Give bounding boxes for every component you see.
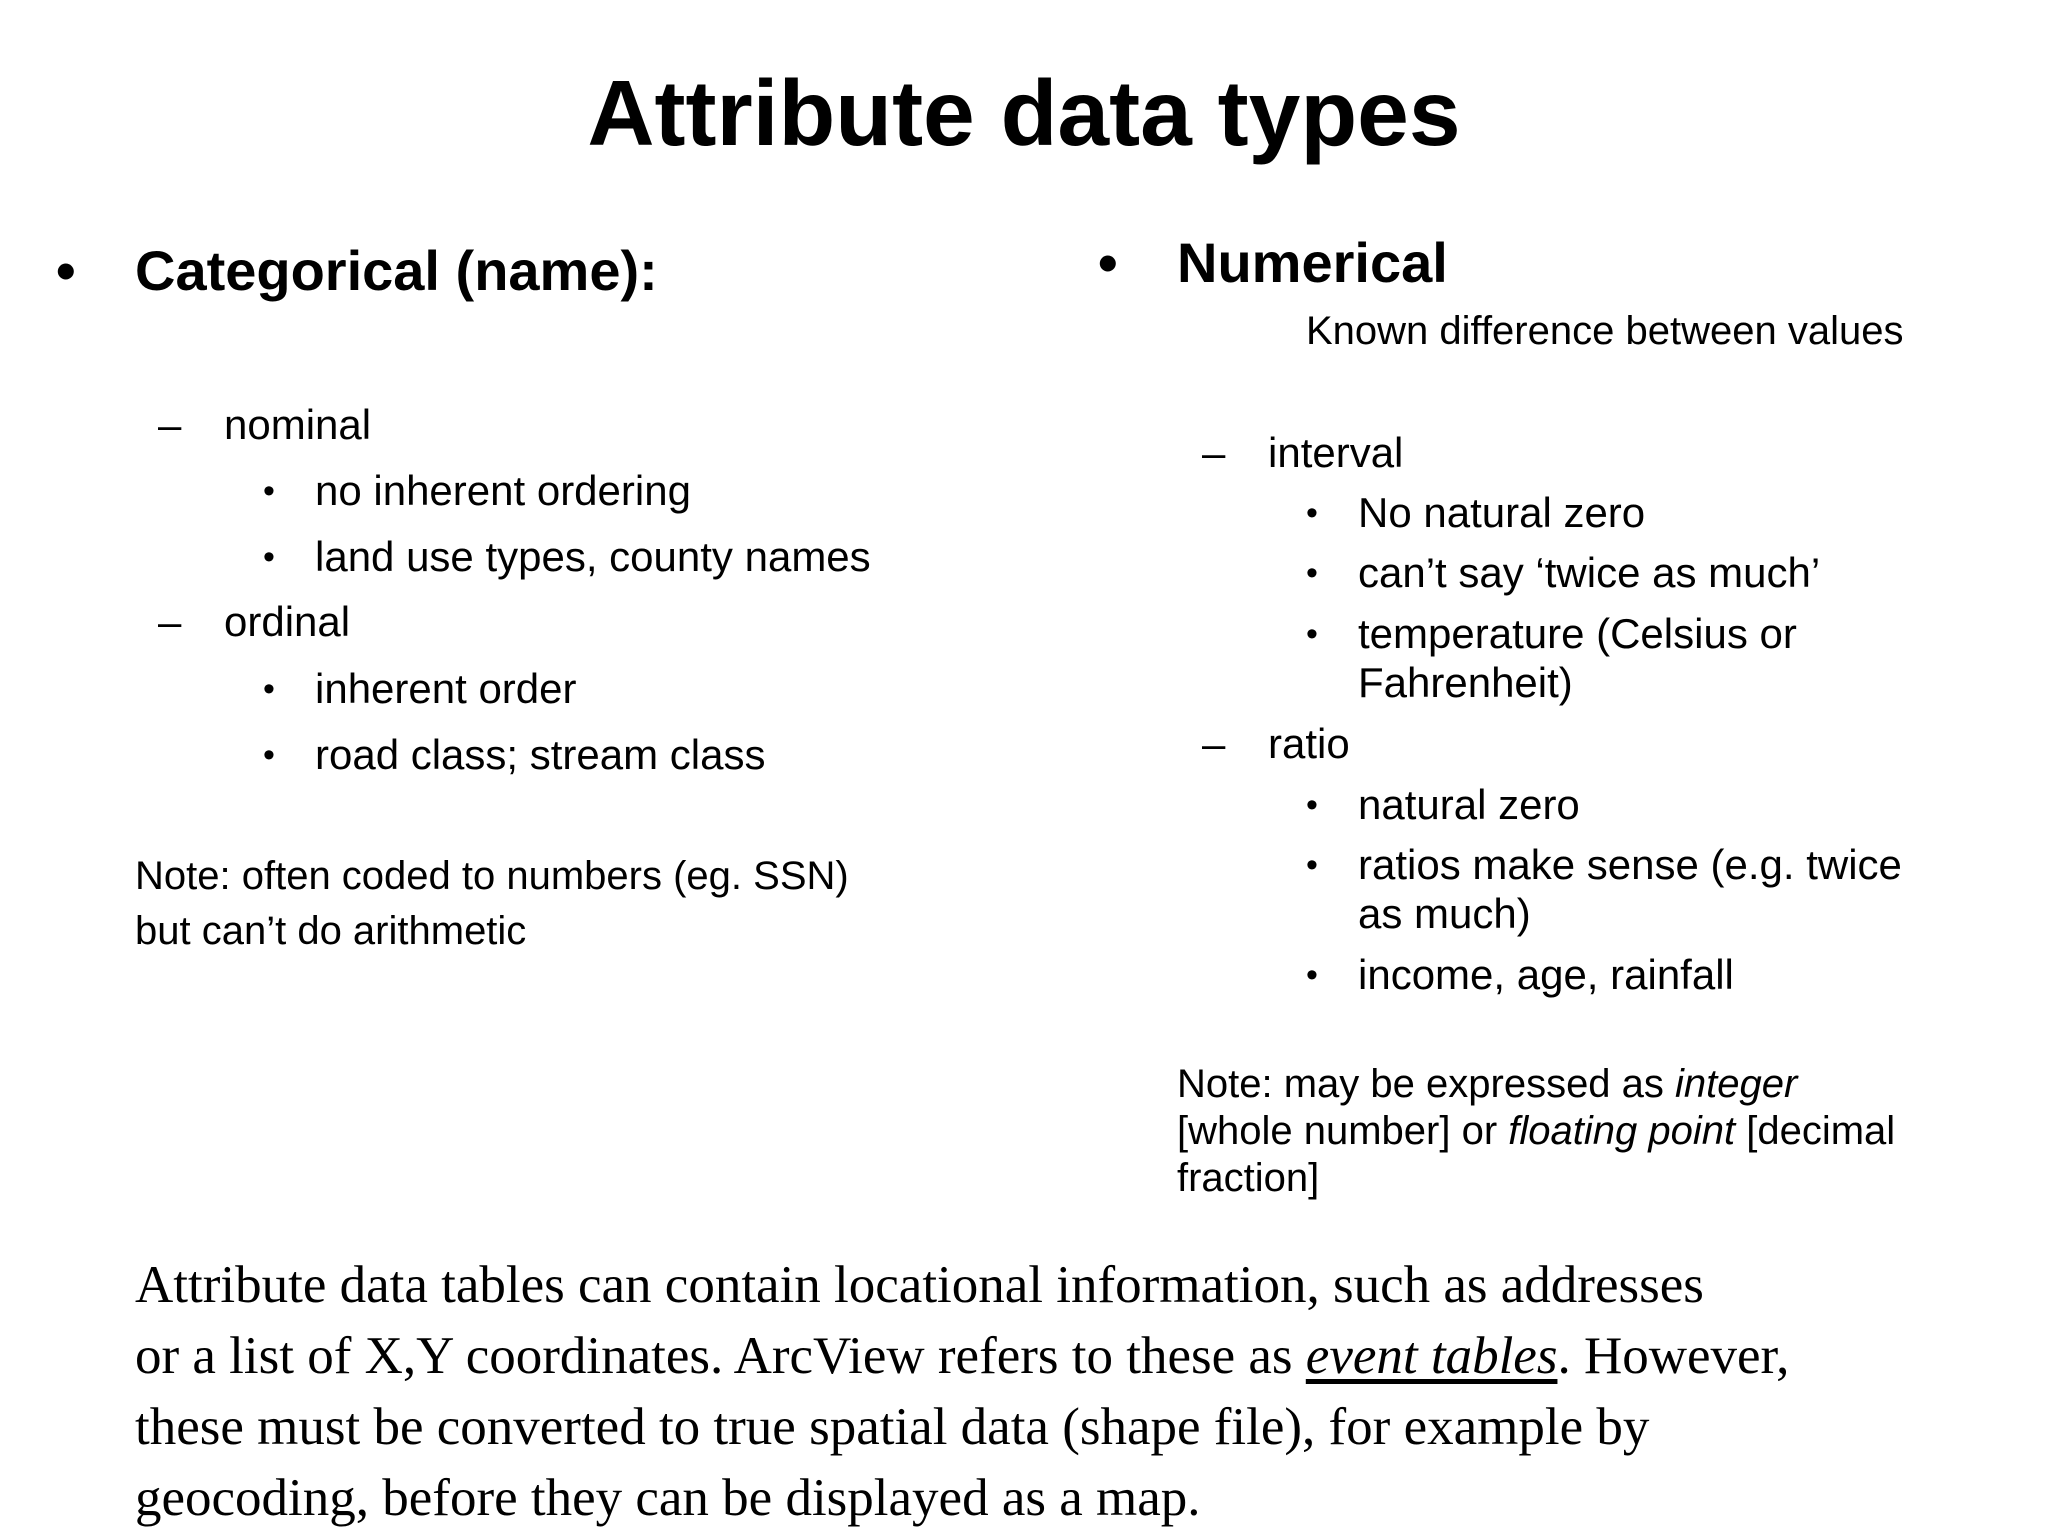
dash-marker: – (158, 401, 182, 448)
note-text: [decimal (1735, 1109, 1896, 1153)
ratio-item: ratios make sense (e.g. twice (1358, 841, 1902, 888)
paragraph-text: or a list of X,Y coordinates. ArcView refers to these as (135, 1327, 1306, 1385)
ordinal-label: ordinal (224, 598, 351, 645)
note-text: [whole number] or (1177, 1109, 1509, 1153)
dash-marker: – (1202, 720, 1226, 767)
bullet-marker: • (1306, 494, 1318, 532)
bullet-marker: • (56, 239, 76, 302)
numerical-note (1177, 1108, 1895, 1155)
interval-item: No natural zero (1358, 489, 1646, 536)
numerical-note: fraction] (1177, 1156, 1320, 1200)
bullet-marker: • (1306, 554, 1318, 592)
ratio-item: as much) (1358, 890, 1531, 937)
dash-marker: – (158, 598, 182, 645)
bullet-marker: • (1098, 231, 1118, 294)
bullet-marker: • (263, 736, 275, 774)
paragraph-line: Attribute data tables can contain locational information, such as addresses (135, 1256, 1704, 1314)
bullet-marker: • (263, 670, 275, 708)
interval-item: temperature (Celsius or (1358, 610, 1797, 657)
interval-label: interval (1268, 429, 1404, 476)
bullet-marker: • (1306, 615, 1318, 653)
paragraph-line: geocoding, before they can be displayed as a map. (135, 1469, 1201, 1527)
ratio-item: income, age, rainfall (1358, 951, 1734, 998)
bullet-marker: • (1306, 846, 1318, 884)
interval-item: Fahrenheit) (1358, 659, 1573, 706)
categorical-note: Note: often coded to numbers (eg. SSN) (135, 854, 849, 898)
note-text: Note: may be expressed as (1177, 1062, 1676, 1106)
bullet-marker: • (263, 472, 275, 510)
nominal-item: no inherent ordering (315, 467, 691, 514)
note-emphasis: integer (1675, 1062, 1798, 1106)
numerical-heading: Numerical (1177, 231, 1448, 294)
categorical-note: but can’t do arithmetic (135, 909, 527, 953)
ordinal-item: inherent order (315, 665, 577, 712)
nominal-label: nominal (224, 401, 372, 448)
paragraph-line (135, 1321, 1789, 1392)
paragraph-text: . However, (1557, 1327, 1790, 1385)
ordinal-item: road class; stream class (315, 731, 766, 778)
ratio-item: natural zero (1358, 781, 1580, 828)
bullet-marker: • (1306, 786, 1318, 824)
numerical-subheading: Known difference between values (1306, 309, 1904, 353)
ratio-label: ratio (1268, 720, 1350, 767)
dash-marker: – (1202, 429, 1226, 476)
interval-item: can’t say ‘twice as much’ (1358, 549, 1821, 596)
page-title: Attribute data types (587, 61, 1461, 165)
paragraph-line: these must be converted to true spatial data (shape file), for example by (135, 1398, 1650, 1456)
event-tables-term: event tables (1305, 1327, 1558, 1385)
bullet-marker: • (263, 538, 275, 576)
numerical-note (1177, 1061, 1797, 1108)
bullet-marker: • (1306, 956, 1318, 994)
categorical-heading: Categorical (name): (135, 239, 658, 302)
nominal-item: land use types, county names (315, 533, 871, 580)
note-emphasis: floating point (1508, 1109, 1736, 1153)
